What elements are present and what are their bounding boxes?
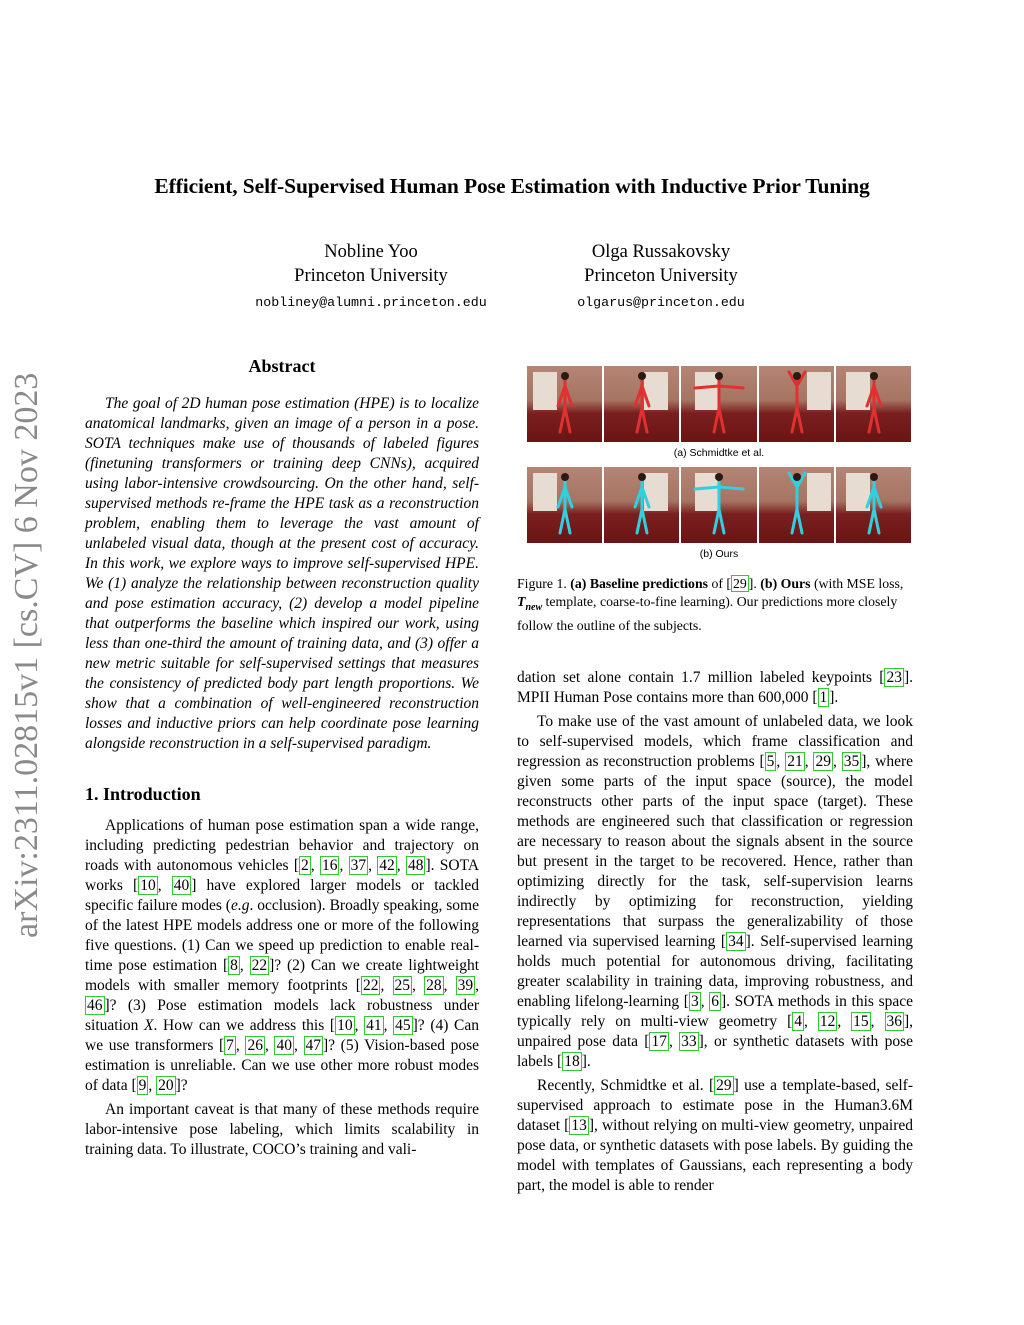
pose-skeleton <box>681 467 756 543</box>
citation-link[interactable]: 46 <box>87 997 103 1014</box>
pose-limb <box>642 509 647 533</box>
citation-link[interactable]: 10 <box>140 877 156 894</box>
author-affiliation: Princeton University <box>584 266 738 286</box>
citation-link[interactable]: 36 <box>886 1013 902 1030</box>
citation-link[interactable]: 22 <box>362 977 379 994</box>
subject-head <box>793 473 801 481</box>
citation-group: 7 , 26 , 40 , 47 <box>226 1037 321 1054</box>
subject-head <box>870 372 878 380</box>
subject-head <box>715 372 723 380</box>
pose-limb <box>719 509 724 533</box>
citation-link[interactable]: 10 <box>337 1017 353 1034</box>
figure-1 <box>527 366 911 560</box>
pose-skeleton <box>681 366 756 442</box>
pose-limb <box>797 408 802 432</box>
citation-link[interactable]: 39 <box>457 977 474 994</box>
citation-link[interactable]: 13 <box>571 1117 587 1134</box>
citation-link[interactable]: 1 <box>819 689 828 706</box>
citation-group: 9 , 20 <box>138 1077 174 1094</box>
figure-frame <box>836 467 911 543</box>
citation-link[interactable]: 45 <box>395 1017 411 1034</box>
author-email[interactable]: nobliney@alumni.princeton.edu <box>255 295 487 310</box>
abstract-heading: Abstract <box>248 356 316 376</box>
author-1 <box>240 240 502 315</box>
citation-link[interactable]: 23 <box>886 669 902 686</box>
arxiv-stamp: arXiv:2311.02815v1 [cs.CV] 6 Nov 2023 <box>8 372 45 938</box>
figure-caption: Figure 1. (a) Baseline predictions of [ 29 ]. (b) Ours (with MSE loss, $T_{new}$ template, coarse-to-fine learning). Our predictions more closely follow the outline of the subjects. <box>517 576 904 633</box>
citation-link[interactable]: 48 <box>407 857 424 874</box>
pose-limb <box>719 386 743 388</box>
subcaption-b: (b) Ours <box>699 548 739 560</box>
subcaption-a: (a) Schmidtke et al. <box>673 447 765 459</box>
citation-link[interactable]: 8 <box>230 957 238 974</box>
pose-skeleton <box>759 467 834 543</box>
citation-link[interactable]: 7 <box>226 1037 234 1054</box>
citation-group: 3 , 6 <box>690 993 719 1010</box>
left-column <box>85 356 479 1160</box>
figure-frame <box>759 467 834 543</box>
author-name: Nobline Yoo <box>324 242 418 262</box>
pose-limb <box>565 509 570 533</box>
intro-paragraph-4: Recently, Schmidtke et al. [ 29 ] use a template-based, self-supervised approach to estimate pose in the Human3.6M dataset [ 13 ], without relying on multi-view geometry, unpaired pose data, or synthetic datasets with pose labels. By guiding the model with templates of Gaussians, each representing a body part, the model is able to render <box>517 1077 914 1194</box>
citation-link[interactable]: 12 <box>819 1013 836 1030</box>
pose-limb <box>719 408 724 432</box>
citation-group: 4 , 12 , 15 , 36 <box>794 1013 902 1030</box>
figure-strip-baseline <box>527 366 911 442</box>
citation-link[interactable]: 26 <box>247 1037 263 1054</box>
citation-link[interactable]: 29 <box>815 753 831 770</box>
citation-link[interactable]: 29 <box>716 1077 732 1094</box>
citation-link[interactable]: 2 <box>301 857 309 874</box>
figure-strip-ours <box>527 467 911 543</box>
citation-link[interactable]: 42 <box>379 857 395 874</box>
citation-link[interactable]: 22 <box>251 957 268 974</box>
figure-frame <box>681 467 756 543</box>
citation-group: 17 , 33 <box>651 1033 697 1050</box>
paper-title: Efficient, Self-Supervised Human Pose Estimation with Inductive Prior Tuning <box>154 174 870 198</box>
subject-head <box>561 372 569 380</box>
citation-link[interactable]: 15 <box>853 1013 869 1030</box>
citation-link[interactable]: 25 <box>394 977 411 994</box>
subject-head <box>638 372 646 380</box>
intro-paragraph-3: To make use of the vast amount of unlabeled data, we look to self-supervised models, which frame classification and regression as reconstruction problems [ 5 , 21 , 29 , 35 ], where given some parts of the input space (source), the model reconstructs other parts of the input space (target). These methods are engineered such that classification or regression are necessary to reason about the signals absent in the source but present in the target to be recovered. Hence, rather than optimizing directly for the task, self-supervision learns indirectly by optimizing for reconstruction, yielding representations that surpass the generalizability of those learned via supervised learning [ 34 ]. Self-supervised learning holds much potential for autonomous driving, facilitating greater scalability in training data, improving robustness, and enabling lifelong-learning [ 3 , 6 ]. SOTA methods in this space typically rely on multi-view geometry [ 4 , 12 , 15 , 36 ], unpaired pose data [ 17 , 33 ], or synthetic datasets with pose labels [ 18 ]. <box>517 713 914 1070</box>
figure-frame <box>527 467 602 543</box>
figure-frame <box>527 366 602 442</box>
citation-link[interactable]: 3 <box>690 993 699 1010</box>
author-email[interactable]: olgarus@princeton.edu <box>577 295 745 310</box>
citation-group: 2 , 16 , 37 , 42 , 48 <box>301 857 424 874</box>
citation-link[interactable]: 20 <box>158 1077 174 1094</box>
author-2 <box>545 240 777 315</box>
pose-limb <box>695 487 719 489</box>
abstract-text: The goal of 2D human pose estimation (HPE) is to localize anatomical landmarks, given an image of a person in a pose. SOTA techniques make use of thousands of labeled figures (finetuning transformers or training deep CNNs), acquired using labor-intensive crowdsourcing. On the other hand, self-supervised methods re-frame the HPE task as a reconstruction problem, enabling them to leverage the vast amount of unlabeled visual data, though at the present cost of accuracy. In this work, we explore ways to improve self-supervised HPE. We (1) analyze the relationship between reconstruction quality and pose estimation accuracy, (2) develop a model pipeline that outperforms the baseline which inspired our work, using less than one-third the amount of training data, and (3) offer a new metric suitable for self-supervised settings that measures the consistency of predicted body part length proportions. We show that a combination of well-engineered reconstruction losses and inductive priors can help coordinate pose learning alongside reconstruction in a self-supervised paradigm. <box>85 395 479 752</box>
figure-frame <box>681 366 756 442</box>
author-affiliation: Princeton University <box>294 266 448 286</box>
subject-head <box>793 372 801 380</box>
subject-head <box>870 473 878 481</box>
citation-link[interactable]: 5 <box>766 753 775 770</box>
pose-skeleton <box>836 366 911 442</box>
citation-group: 10 , 41 , 45 <box>337 1017 411 1034</box>
pose-skeleton <box>527 467 602 543</box>
pose-limb <box>874 509 879 533</box>
citation-link[interactable]: 40 <box>173 877 190 894</box>
figure-frame <box>604 366 679 442</box>
citation-group: 8 , 22 <box>230 957 268 974</box>
citation-link[interactable]: 41 <box>366 1017 382 1034</box>
figure-frame <box>836 366 911 442</box>
citation-link[interactable]: 18 <box>564 1053 580 1070</box>
pose-limb <box>695 386 719 388</box>
pose-limb <box>874 408 879 432</box>
citation-link[interactable]: 9 <box>138 1077 147 1094</box>
figure-frame <box>604 467 679 543</box>
figure-frame <box>759 366 834 442</box>
citation-group: 5 , 21 , 29 , 35 <box>766 753 860 770</box>
section-heading-introduction: 1. Introduction <box>85 784 201 804</box>
intro-continuation: dation set alone contain 1.7 million labeled keypoints [ 23 ]. MPII Human Pose contains more than 600,000 [ 1 ]. <box>517 669 913 706</box>
citation-link[interactable]: 21 <box>787 753 803 770</box>
citation-link[interactable]: 33 <box>681 1033 697 1050</box>
pose-skeleton <box>527 366 602 442</box>
pose-skeleton <box>836 467 911 543</box>
citation-group: 22 , 25 , 28 , 39 , 46 <box>87 977 480 1014</box>
pose-skeleton <box>604 366 679 442</box>
subject-head <box>715 473 723 481</box>
citation-link[interactable]: 28 <box>426 977 442 994</box>
pose-limb <box>719 487 743 489</box>
citation-link[interactable]: 47 <box>305 1037 321 1054</box>
citation-link[interactable]: 4 <box>794 1013 803 1030</box>
citation-link[interactable]: 34 <box>728 933 744 950</box>
citation-link[interactable]: 35 <box>843 753 860 770</box>
right-column <box>517 668 913 1196</box>
citation-link[interactable]: 17 <box>651 1033 667 1050</box>
citation-link[interactable]: 29 <box>733 576 747 591</box>
intro-paragraph-1: Applications of human pose estimation span a wide range, including predicting pedestrian behavior and trajectory on roads with autonomous vehicles [ 2 , 16 , 37 , 42 , 48 ]. SOTA works [ 10 , 40 ] have explored larger models or tackled specific failure modes (e.g. occlusion). Broadly speaking, some of the latest HPE models address one or more of the following five questions. (1) Can we speed up prediction to enable real-time pose estimation [ 8 , 22 ]? (2) Can we create lightweight models with smaller memory footprints [ 22 , 25 , 28 , 39 , 46 ]? (3) Pose estimation models lack robustness under situation X. How can we address this [ 10 , 41 , 45 ]? (4) Can we use transformers [ 7 , 26 , 40 , 47 ]? (5) Vision-based pose estimation is unreliable. Can we use other more robust modes of data [ 9 , 20 ]? <box>85 817 480 1094</box>
subject-head <box>638 473 646 481</box>
pose-skeleton <box>604 467 679 543</box>
pose-limb <box>797 509 802 533</box>
pose-limb <box>565 408 570 432</box>
pose-limb <box>642 408 647 432</box>
citation-link[interactable]: 6 <box>711 993 719 1010</box>
subject-head <box>561 473 569 481</box>
pose-skeleton <box>759 366 834 442</box>
author-name: Olga Russakovsky <box>591 242 731 262</box>
citation-link[interactable]: 40 <box>276 1037 292 1054</box>
citation-group: 10 , 40 <box>140 877 190 894</box>
citation-link[interactable]: 16 <box>321 857 338 874</box>
intro-paragraph-2: An important caveat is that many of these methods require labor-intensive pose labeling, which limits scalability in training data. To illustrate, COCO’s training and vali- <box>85 1101 479 1158</box>
citation-link[interactable]: 37 <box>350 857 367 874</box>
